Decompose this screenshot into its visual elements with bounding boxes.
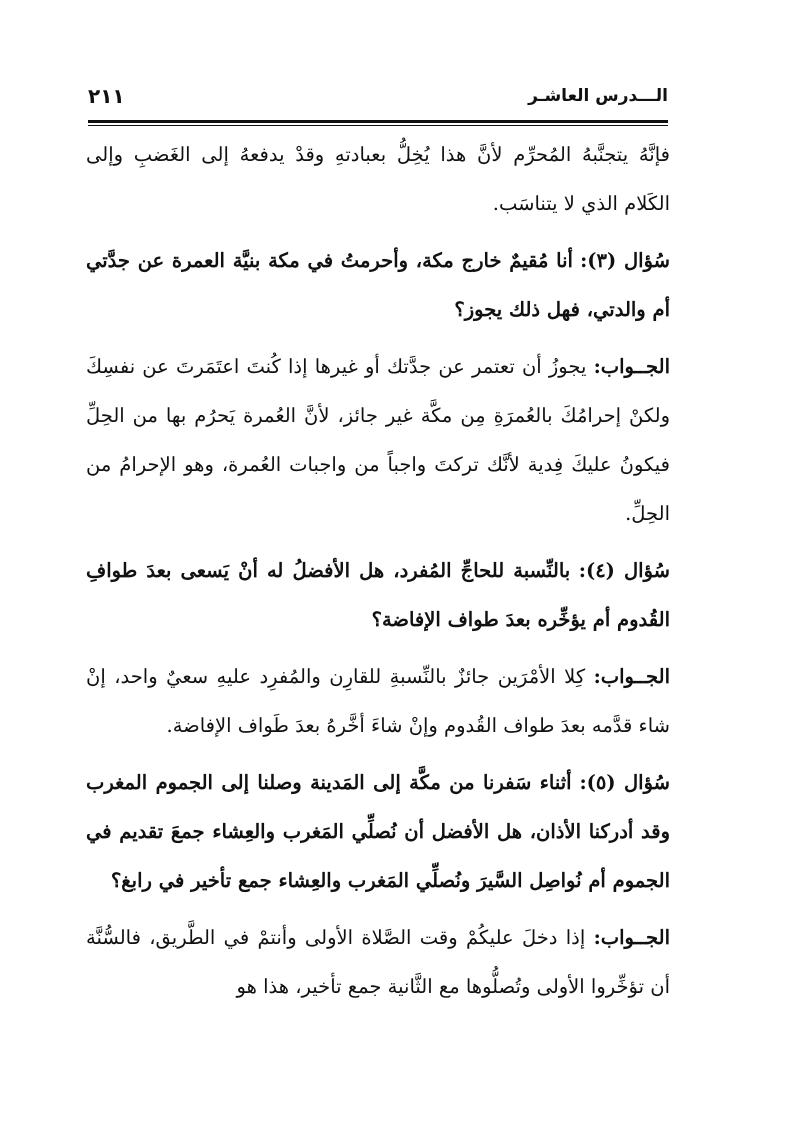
answer-text: يجوزُ أن تعتمر عن جدَّتك أو غيرها إذا كُنتَ اعتَمَرتَ عن نفسِكَ ولكنْ إحرامُكَ بالعُمرَةِ مِن مكَّة غير جائز، لأنَّ العُمرة يَحرُم بها من الحِلِّ فيكونُ عليكَ فِدية لأنَّك تركتَ واجباً من واجبات العُمرة، وهو الإحرامُ من الحِلِّ. bbox=[86, 355, 670, 525]
answer-paragraph bbox=[86, 342, 670, 538]
answer-text: إذا دخلَ عليكُمْ وقت الصَّلاة الأولى وأنتمْ في الطَّريق، فالسُّنَّة أن تؤخِّروا الأولى وتُصلُّوها مع الثَّانية جمع تأخير، هذا هو bbox=[86, 926, 670, 998]
chapter-title: الـــدرس العاشـر bbox=[528, 86, 668, 106]
question-label: سُؤال (٥): bbox=[579, 771, 671, 794]
question-paragraph bbox=[86, 758, 670, 905]
question-text: بالنِّسبة للحاجِّ المُفرد، هل الأفضلُ له أنْ يَسعى بعدَ طوافِ القُدوم أم يؤخِّره بعدَ طواف الإفاضة؟ bbox=[86, 559, 670, 631]
answer-label: الجــواب: bbox=[593, 665, 670, 688]
question-label: سُؤال (٣): bbox=[580, 249, 670, 272]
page-number: ٢١١ bbox=[88, 84, 125, 108]
answer-label: الجــواب: bbox=[593, 926, 670, 949]
header-rule bbox=[88, 120, 668, 123]
question-text: أنا مُقيمٌ خارج مكة، وأحرمتُ في مكة بنيَّة العمرة عن جدَّتي أم والدتي، فهل ذلك يجوز؟ bbox=[86, 249, 670, 321]
answer-text: كِلا الأمْرَين جائزٌ بالنِّسبةِ للقارِن والمُفرِد عليهِ سعيٌ واحد، إنْ شاء قدَّمه بعدَ طواف القُدوم وإنْ شاءَ أخَّرهُ بعدَ طَواف الإفاضة. bbox=[86, 665, 670, 737]
question-paragraph bbox=[86, 546, 670, 644]
question-label: سُؤال (٤): bbox=[578, 559, 671, 582]
answer-label: الجــواب: bbox=[593, 355, 670, 378]
page-header bbox=[88, 78, 668, 118]
page-body bbox=[86, 130, 670, 1011]
question-paragraph bbox=[86, 236, 670, 334]
header-rule-thin bbox=[88, 125, 668, 126]
answer-paragraph bbox=[86, 652, 670, 750]
question-text: أثناء سَفرنا من مكَّة إلى المَدينة وصلنا إلى الجموم المغرب وقد أدركنا الأذان، هل الأفضل أن نُصلِّي المَغرب والعِشاء جمعَ تقديم في الجموم أم نُواصِل السَّيرَ ونُصلِّي المَغرب والعِشاء جمع تأخير في رابغ؟ bbox=[86, 771, 670, 892]
continuation-paragraph bbox=[86, 130, 670, 228]
answer-paragraph bbox=[86, 913, 670, 1011]
paragraph-text: فإنَّهُ يتجنَّبهُ المُحرِّم لأنَّ هذا يُخِلُّ بعبادتهِ وقدْ يدفعهُ إلى الغَضبِ وإلى الكَلام الذي لا يتناسَب. bbox=[86, 143, 670, 215]
